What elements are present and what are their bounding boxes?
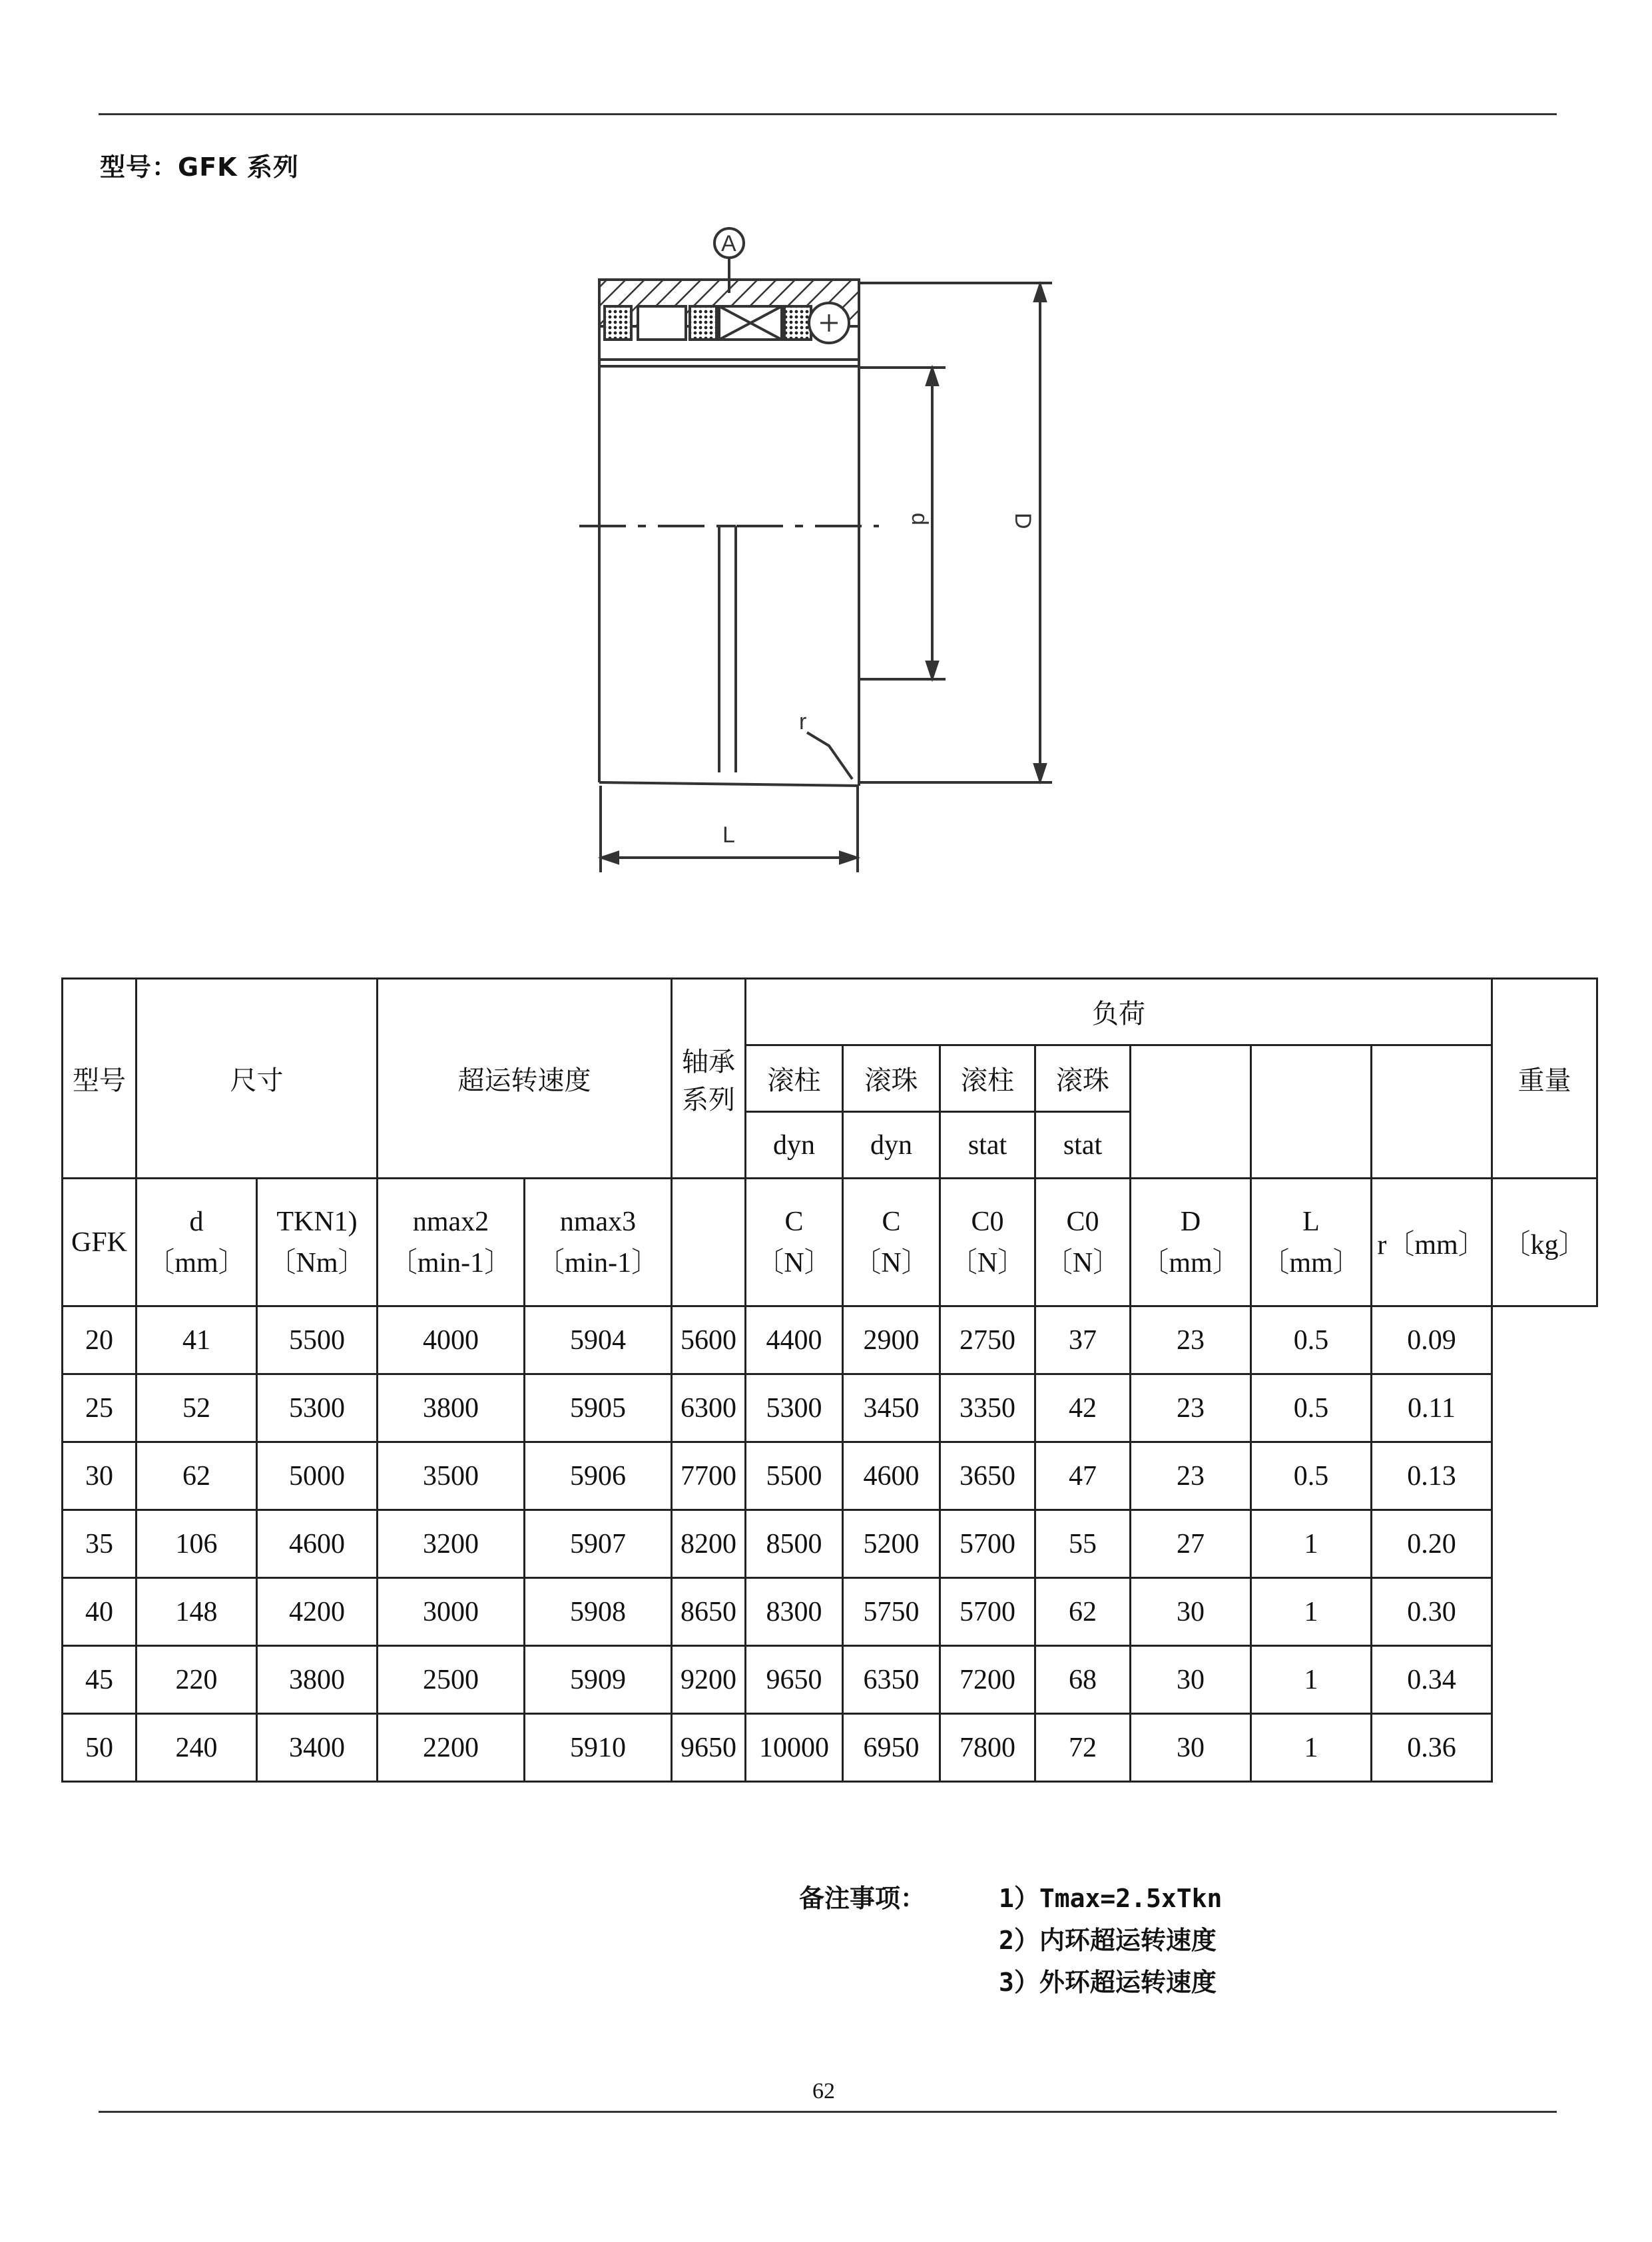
notes-label: 备注事项： — [799, 1884, 926, 1913]
table-cell: 8500 — [746, 1510, 843, 1578]
table-cell: 2500 — [378, 1646, 525, 1714]
table-cell: 4600 — [843, 1442, 940, 1510]
table-row — [63, 1578, 1597, 1646]
table-row — [63, 1714, 1597, 1782]
unit-cell: C 〔N〕 — [746, 1179, 843, 1306]
table-cell: 45 — [63, 1646, 137, 1714]
table-row — [63, 1374, 1597, 1442]
load-sub: stat — [1035, 1112, 1131, 1179]
table-cell: 7700 — [672, 1442, 746, 1510]
table-cell: 6950 — [843, 1714, 940, 1782]
header-bearing-line1: 轴承 — [682, 1046, 735, 1077]
table-cell: 5906 — [525, 1442, 672, 1510]
series-cell: GFK — [63, 1179, 137, 1306]
table-cell: 5200 — [843, 1510, 940, 1578]
table-cell: 5700 — [940, 1578, 1035, 1646]
label-L: L — [722, 822, 735, 848]
load-type: 滚珠 — [1035, 1045, 1131, 1112]
bottom-rule — [99, 2111, 1557, 2113]
table-cell: 0.5 — [1251, 1442, 1372, 1510]
table-cell: 5909 — [525, 1646, 672, 1714]
table-cell: 3800 — [257, 1646, 378, 1714]
table-cell: 2900 — [843, 1306, 940, 1374]
spec-table — [61, 978, 1598, 1783]
table-cell: 3200 — [378, 1510, 525, 1578]
table-cell: 23 — [1131, 1306, 1251, 1374]
header-model: 型号 — [63, 979, 137, 1179]
table-cell: 3400 — [257, 1714, 378, 1782]
table-cell: 2200 — [378, 1714, 525, 1782]
table-cell: 9650 — [746, 1646, 843, 1714]
table-cell: 4400 — [746, 1306, 843, 1374]
table-cell: 52 — [137, 1374, 257, 1442]
table-cell: 5300 — [257, 1374, 378, 1442]
unit-cell: d 〔mm〕 — [137, 1179, 257, 1306]
table-cell: 30 — [63, 1442, 137, 1510]
table-cell: 3800 — [378, 1374, 525, 1442]
table-cell: 9200 — [672, 1646, 746, 1714]
table-cell: 0.5 — [1251, 1306, 1372, 1374]
table-cell: 3500 — [378, 1442, 525, 1510]
table-cell: 37 — [1035, 1306, 1131, 1374]
table-cell: 55 — [1035, 1510, 1131, 1578]
unit-cell: nmax2 〔min-1〕 — [378, 1179, 525, 1306]
table-cell: 9650 — [672, 1714, 746, 1782]
table-row — [63, 1442, 1597, 1510]
table-cell: 62 — [137, 1442, 257, 1510]
note-item: 3）外环超运转速度 — [999, 1968, 1217, 1997]
table-cell: 6300 — [672, 1374, 746, 1442]
load-type: 滚柱 — [940, 1045, 1035, 1112]
header-bearing-series — [672, 979, 746, 1179]
note-item: 2）内环超运转速度 — [999, 1926, 1217, 1955]
unit-cell — [672, 1179, 746, 1306]
table-cell: 3000 — [378, 1578, 525, 1646]
table-cell: 240 — [137, 1714, 257, 1782]
table-cell: 23 — [1131, 1374, 1251, 1442]
header-weight: 重量 — [1492, 979, 1597, 1179]
unit-cell: TKN1) 〔Nm〕 — [257, 1179, 378, 1306]
table-cell: 50 — [63, 1714, 137, 1782]
table-cell: 5750 — [843, 1578, 940, 1646]
load-sub: dyn — [746, 1112, 843, 1179]
table-cell: 25 — [63, 1374, 137, 1442]
table-cell: 1 — [1251, 1646, 1372, 1714]
table-cell: 0.11 — [1372, 1374, 1492, 1442]
table-cell: 5300 — [746, 1374, 843, 1442]
table-cell: 7800 — [940, 1714, 1035, 1782]
load-sub: dyn — [843, 1112, 940, 1179]
table-cell: 5600 — [672, 1306, 746, 1374]
table-cell: 42 — [1035, 1374, 1131, 1442]
table-cell: 0.09 — [1372, 1306, 1492, 1374]
table-cell: 40 — [63, 1578, 137, 1646]
table-cell: 23 — [1131, 1442, 1251, 1510]
table-row — [63, 1306, 1597, 1374]
unit-cell: D 〔mm〕 — [1131, 1179, 1251, 1306]
table-cell: 3350 — [940, 1374, 1035, 1442]
table-cell: 5500 — [746, 1442, 843, 1510]
table-cell: 0.5 — [1251, 1374, 1372, 1442]
blank-cell — [1251, 1045, 1372, 1179]
table-cell: 1 — [1251, 1510, 1372, 1578]
table-cell: 7200 — [940, 1646, 1035, 1714]
table-cell: 106 — [137, 1510, 257, 1578]
table-cell: 8200 — [672, 1510, 746, 1578]
table-cell: 5908 — [525, 1578, 672, 1646]
header-overrun-speed: 超运转速度 — [378, 979, 672, 1179]
units-row — [63, 1179, 1597, 1306]
table-cell: 220 — [137, 1646, 257, 1714]
table-cell: 30 — [1131, 1578, 1251, 1646]
table-cell: 4600 — [257, 1510, 378, 1578]
table-row — [63, 1510, 1597, 1578]
table-cell: 5907 — [525, 1510, 672, 1578]
table-cell: 0.30 — [1372, 1578, 1492, 1646]
blank-cell — [1131, 1045, 1251, 1179]
table-cell: 3450 — [843, 1374, 940, 1442]
table-cell: 41 — [137, 1306, 257, 1374]
unit-cell: nmax3 〔min-1〕 — [525, 1179, 672, 1306]
table-cell: 5904 — [525, 1306, 672, 1374]
table-cell: 0.20 — [1372, 1510, 1492, 1578]
table-cell: 3650 — [940, 1442, 1035, 1510]
table-cell: 0.13 — [1372, 1442, 1492, 1510]
label-D: D — [1010, 513, 1035, 529]
table-cell: 4000 — [378, 1306, 525, 1374]
table-cell: 2750 — [940, 1306, 1035, 1374]
table-cell: 5910 — [525, 1714, 672, 1782]
table-cell: 0.34 — [1372, 1646, 1492, 1714]
header-size: 尺寸 — [137, 979, 378, 1179]
table-cell: 10000 — [746, 1714, 843, 1782]
load-type: 滚柱 — [746, 1045, 843, 1112]
table-cell: 5700 — [940, 1510, 1035, 1578]
table-cell: 5000 — [257, 1442, 378, 1510]
table-cell: 1 — [1251, 1578, 1372, 1646]
top-rule — [99, 113, 1557, 115]
load-sub: stat — [940, 1112, 1035, 1179]
table-cell: 30 — [1131, 1714, 1251, 1782]
table-cell: 20 — [63, 1306, 137, 1374]
label-d: d — [907, 513, 932, 525]
unit-cell: L 〔mm〕 — [1251, 1179, 1372, 1306]
label-r: r — [799, 709, 807, 734]
header-load: 负荷 — [746, 979, 1492, 1045]
unit-cell: C0 〔N〕 — [1035, 1179, 1131, 1306]
bearing-drawing — [559, 213, 1159, 879]
unit-cell: 〔kg〕 — [1492, 1179, 1597, 1306]
table-cell: 6350 — [843, 1646, 940, 1714]
table-cell: 8650 — [672, 1578, 746, 1646]
table-cell: 148 — [137, 1578, 257, 1646]
table-cell: 5905 — [525, 1374, 672, 1442]
table-cell: 4200 — [257, 1578, 378, 1646]
page-title: 型号：GFK 系列 — [100, 152, 299, 182]
table-cell: 72 — [1035, 1714, 1131, 1782]
note-item: 1）Tmax=2.5xTkn — [999, 1884, 1223, 1913]
table-cell: 8300 — [746, 1578, 843, 1646]
table-cell: 35 — [63, 1510, 137, 1578]
table-cell: 5500 — [257, 1306, 378, 1374]
unit-cell: C 〔N〕 — [843, 1179, 940, 1306]
load-type: 滚珠 — [843, 1045, 940, 1112]
table-row — [63, 1646, 1597, 1714]
table-cell: 47 — [1035, 1442, 1131, 1510]
table-cell: 68 — [1035, 1646, 1131, 1714]
page-number: 62 — [812, 2079, 835, 2103]
header-bearing-line2: 系列 — [682, 1084, 735, 1115]
table-cell: 62 — [1035, 1578, 1131, 1646]
table-cell: 30 — [1131, 1646, 1251, 1714]
table-cell: 27 — [1131, 1510, 1251, 1578]
table-cell: 1 — [1251, 1714, 1372, 1782]
unit-cell: C0 〔N〕 — [940, 1179, 1035, 1306]
unit-cell: r〔mm〕 — [1372, 1179, 1492, 1306]
blank-cell — [1372, 1045, 1492, 1179]
table-cell: 0.36 — [1372, 1714, 1492, 1782]
label-a: A — [721, 231, 736, 256]
